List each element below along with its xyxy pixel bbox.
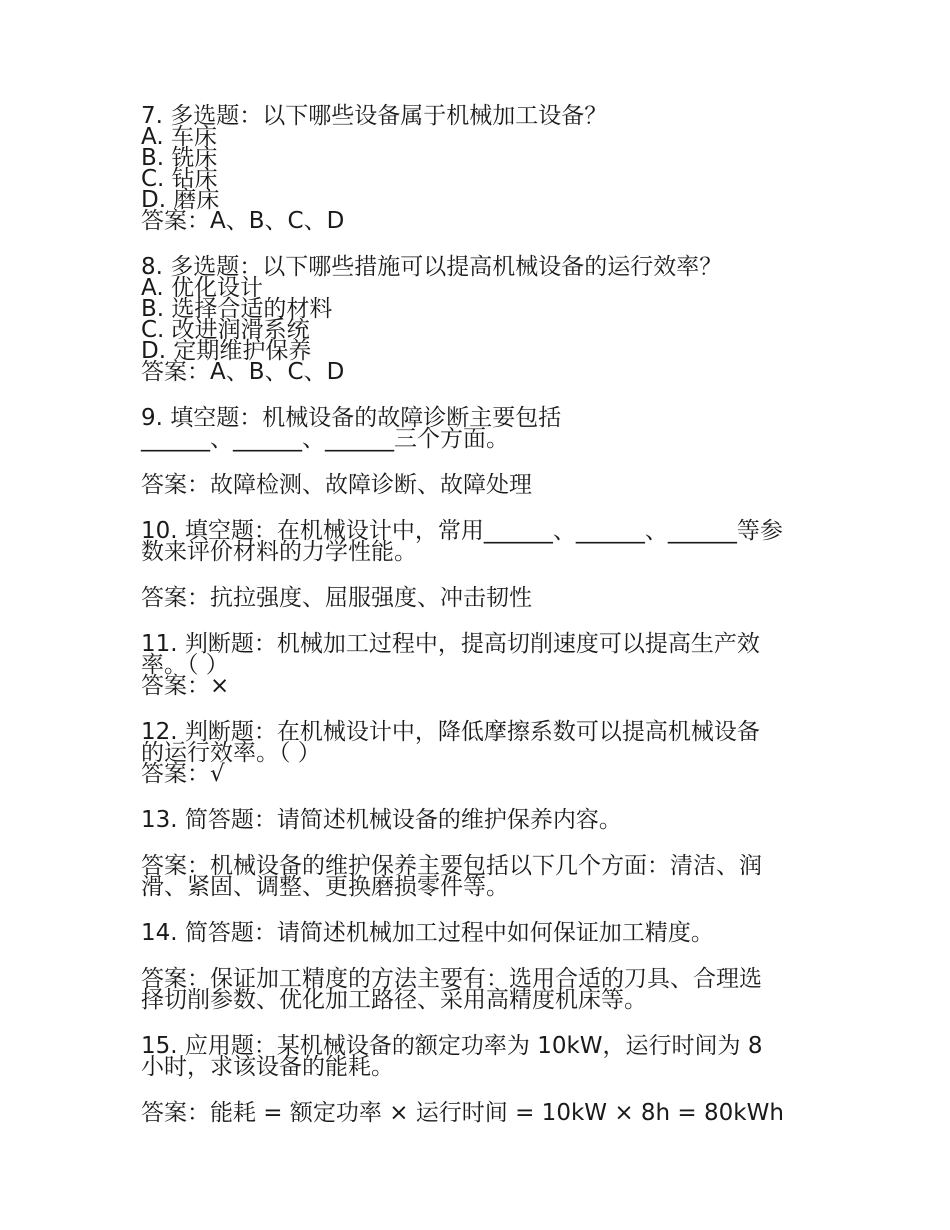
question-15 (141, 1033, 821, 1080)
answer-text: 答案：故障检测、故障诊断、故障处理 (141, 472, 532, 498)
question-13 (141, 807, 821, 833)
question-text: 7. 多选题：以下哪些设备属于机械加工设备？ (141, 103, 608, 129)
question-text: 11. 判断题：机械加工过程中，提高切削速度可以提高生产效 (141, 631, 760, 657)
answer-10 (141, 585, 821, 611)
question-8 (141, 254, 821, 385)
question-9 (141, 405, 821, 452)
question-text-continued: 的运行效率。（ ） (141, 740, 321, 766)
answer-13 (141, 853, 821, 900)
question-text: 10. 填空题：在机械设计中，常用______、______、______等参 (141, 518, 783, 544)
answer-9 (141, 472, 821, 498)
answer-text: 答案：A、B、C、D (141, 208, 345, 234)
answer-text: 答案：保证加工精度的方法主要有：选用合适的刀具、合理选 (141, 966, 762, 992)
question-11 (141, 631, 821, 699)
question-text: 8. 多选题：以下哪些措施可以提高机械设备的运行效率？ (141, 254, 723, 280)
question-text: 12. 判断题：在机械设计中，降低摩擦系数可以提高机械设备 (141, 719, 760, 745)
option-c: C. 钻床 (141, 166, 218, 192)
answer-text: 答案：能耗 = 额定功率 × 运行时间 = 10kW × 8h = 80kWh (141, 1100, 784, 1126)
question-14 (141, 920, 821, 946)
document-body (141, 103, 821, 1142)
question-text-continued: 小时，求该设备的能耗。 (141, 1054, 394, 1080)
option-a: A. 优化设计 (141, 275, 263, 301)
question-text: 13. 简答题：请简述机械设备的维护保养内容。 (141, 807, 622, 833)
question-text-continued: 率。（ ） (141, 652, 229, 678)
question-text: 15. 应用题：某机械设备的额定功率为 10kW，运行时间为 8 (141, 1033, 763, 1059)
answer-text: 答案：√ (141, 761, 225, 787)
question-7 (141, 103, 821, 234)
question-text: 14. 简答题：请简述机械加工过程中如何保证加工精度。 (141, 920, 714, 946)
question-10 (141, 518, 821, 565)
answer-text: 答案：× (141, 673, 230, 699)
option-b: B. 铣床 (141, 145, 218, 171)
option-d: D. 定期维护保养 (141, 338, 312, 364)
answer-text: 答案：抗拉强度、屈服强度、冲击韧性 (141, 585, 532, 611)
question-text: 9. 填空题：机械设备的故障诊断主要包括 (141, 405, 562, 431)
question-12 (141, 719, 821, 787)
answer-text: 答案：A、B、C、D (141, 359, 345, 385)
answer-text-continued: 择切削参数、优化加工路径、采用高精度机床等。 (141, 987, 647, 1013)
option-a: A. 车床 (141, 124, 217, 150)
answer-15 (141, 1100, 821, 1126)
option-c: C. 改进润滑系统 (141, 317, 310, 343)
answer-14 (141, 966, 821, 1013)
answer-text-continued: 滑、紧固、调整、更换磨损零件等。 (141, 874, 509, 900)
answer-text: 答案：机械设备的维护保养主要包括以下几个方面：清洁、润 (141, 853, 762, 879)
question-text-continued: 数来评价材料的力学性能。 (141, 539, 417, 565)
question-text-continued: ______、______、______三个方面。 (141, 426, 509, 452)
option-d: D. 磨床 (141, 187, 220, 213)
option-b: B. 选择合适的材料 (141, 296, 333, 322)
